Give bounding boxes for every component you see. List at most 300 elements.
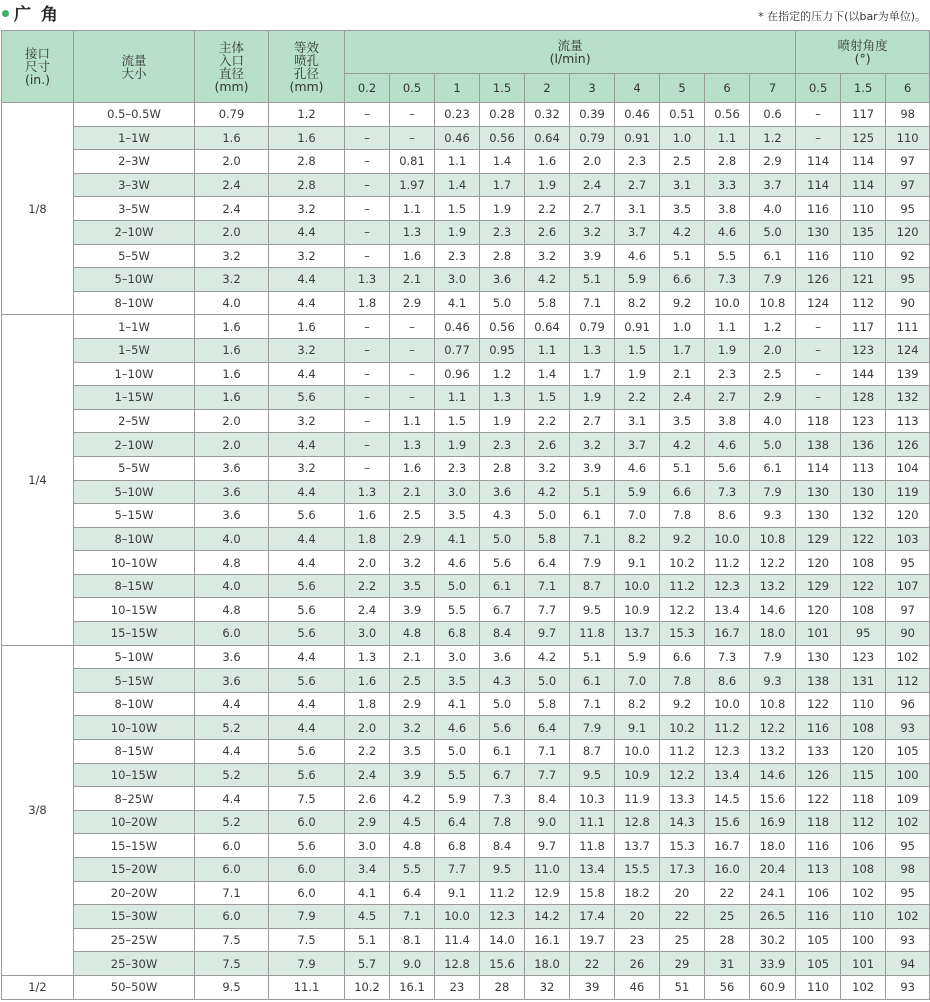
table-cell: –	[796, 362, 841, 386]
table-cell: 4.6	[435, 551, 480, 575]
table-cell: 6.7	[480, 763, 525, 787]
table-cell: 4.4	[269, 645, 345, 669]
table-cell: 1.2	[750, 315, 796, 339]
capacity-size-cell: 8–10W	[74, 291, 195, 315]
table-cell: 5.8	[525, 692, 570, 716]
table-cell: 95	[886, 551, 930, 575]
table-cell: 10.2	[660, 551, 705, 575]
table-cell: 90	[886, 622, 930, 646]
table-cell: 130	[796, 645, 841, 669]
table-cell: 114	[796, 456, 841, 480]
table-cell: 2.8	[480, 456, 525, 480]
flow-pressure-header: 3	[570, 74, 615, 103]
table-cell: 9.1	[435, 881, 480, 905]
table-cell: 106	[796, 881, 841, 905]
table-cell: 14.6	[750, 763, 796, 787]
table-cell: 5.0	[750, 433, 796, 457]
table-cell: –	[390, 362, 435, 386]
table-cell: 5.9	[615, 645, 660, 669]
table-row	[2, 480, 930, 504]
table-cell: 3.2	[525, 456, 570, 480]
table-cell: 2.7	[570, 409, 615, 433]
table-cell: 1.7	[480, 173, 525, 197]
table-cell: 2.9	[390, 692, 435, 716]
table-cell: 5.6	[269, 834, 345, 858]
table-cell: 0.79	[195, 103, 269, 127]
capacity-size-cell: 10–15W	[74, 763, 195, 787]
table-cell: 3.6	[195, 504, 269, 528]
table-cell: 109	[886, 787, 930, 811]
table-cell: 3.6	[195, 669, 269, 693]
table-cell: 0.64	[525, 315, 570, 339]
table-cell: 116	[796, 905, 841, 929]
table-cell: 113	[886, 409, 930, 433]
table-cell: 92	[886, 244, 930, 268]
table-cell: 2.1	[390, 268, 435, 292]
table-cell: 113	[841, 456, 886, 480]
table-row	[2, 928, 930, 952]
table-cell: 2.7	[615, 173, 660, 197]
table-cell: 8.4	[480, 834, 525, 858]
table-cell: 9.5	[570, 763, 615, 787]
table-cell: 1.7	[660, 338, 705, 362]
table-cell: 2.2	[345, 740, 390, 764]
table-cell: 3.7	[615, 433, 660, 457]
col-group-flow: 流量 (l/min)	[345, 31, 796, 74]
capacity-size-cell: 5–15W	[74, 504, 195, 528]
table-cell: 2.8	[269, 150, 345, 174]
table-cell: 122	[796, 692, 841, 716]
table-cell: 7.9	[750, 480, 796, 504]
table-cell: 3.2	[525, 244, 570, 268]
table-row	[2, 858, 930, 882]
table-cell: 120	[796, 551, 841, 575]
table-cell: 120	[796, 598, 841, 622]
table-cell: 0.51	[660, 103, 705, 127]
table-row	[2, 787, 930, 811]
table-cell: 10.0	[615, 740, 660, 764]
table-cell: 4.4	[269, 480, 345, 504]
table-cell: 4.4	[195, 740, 269, 764]
table-cell: 5.7	[345, 952, 390, 976]
table-row	[2, 386, 930, 410]
table-cell: 107	[886, 574, 930, 598]
table-cell: 112	[841, 810, 886, 834]
capacity-size-cell: 2–5W	[74, 409, 195, 433]
table-cell: 0.46	[435, 126, 480, 150]
table-cell: 3.2	[390, 716, 435, 740]
table-cell: 4.4	[269, 551, 345, 575]
table-cell: 2.4	[345, 598, 390, 622]
table-row	[2, 409, 930, 433]
table-cell: –	[345, 362, 390, 386]
table-cell: 17.4	[570, 905, 615, 929]
table-cell: 5.9	[615, 480, 660, 504]
table-cell: 3.6	[480, 268, 525, 292]
flow-pressure-header: 5	[660, 74, 705, 103]
table-cell: 3.5	[660, 409, 705, 433]
table-cell: 4.8	[195, 598, 269, 622]
table-cell: 95	[886, 197, 930, 221]
table-cell: 30.2	[750, 928, 796, 952]
table-cell: 6.8	[435, 834, 480, 858]
table-cell: 1.6	[195, 338, 269, 362]
table-cell: 0.23	[435, 103, 480, 127]
table-cell: 7.7	[525, 598, 570, 622]
table-cell: 7.8	[480, 810, 525, 834]
table-cell: 136	[841, 433, 886, 457]
table-cell: 98	[886, 858, 930, 882]
table-cell: 56	[705, 975, 750, 999]
table-cell: 6.1	[480, 740, 525, 764]
table-cell: 11.1	[269, 975, 345, 999]
table-cell: 3.0	[435, 645, 480, 669]
table-cell: 3.2	[570, 220, 615, 244]
table-cell: 1.8	[345, 692, 390, 716]
table-cell: –	[390, 386, 435, 410]
table-cell: 32	[525, 975, 570, 999]
table-cell: 116	[796, 834, 841, 858]
table-cell: 20	[615, 905, 660, 929]
table-cell: 7.9	[570, 551, 615, 575]
table-cell: 12.2	[660, 598, 705, 622]
table-cell: 10.8	[750, 692, 796, 716]
table-cell: 3.2	[195, 268, 269, 292]
table-cell: 4.3	[480, 504, 525, 528]
table-cell: 1.9	[480, 197, 525, 221]
table-cell: 5.1	[660, 456, 705, 480]
table-cell: 125	[841, 126, 886, 150]
capacity-size-cell: 15–15W	[74, 622, 195, 646]
table-cell: 29	[660, 952, 705, 976]
table-cell: 8.4	[480, 622, 525, 646]
capacity-size-cell: 15–15W	[74, 834, 195, 858]
table-cell: 3.1	[615, 409, 660, 433]
table-cell: 1.8	[345, 527, 390, 551]
table-cell: 8.6	[705, 669, 750, 693]
table-cell: 7.8	[660, 504, 705, 528]
table-cell: 4.8	[390, 622, 435, 646]
table-cell: 5.1	[570, 480, 615, 504]
table-cell: 95	[886, 268, 930, 292]
table-cell: 138	[796, 433, 841, 457]
table-cell: 114	[841, 173, 886, 197]
table-cell: 10.3	[570, 787, 615, 811]
table-cell: 5.2	[195, 810, 269, 834]
table-cell: 2.9	[345, 810, 390, 834]
table-cell: 1.9	[705, 338, 750, 362]
table-row	[2, 834, 930, 858]
capacity-size-cell: 25–25W	[74, 928, 195, 952]
flow-pressure-header: 7	[750, 74, 796, 103]
table-cell: 94	[886, 952, 930, 976]
table-cell: 7.3	[705, 268, 750, 292]
table-header	[2, 31, 930, 103]
table-cell: 102	[886, 810, 930, 834]
table-cell: 102	[841, 975, 886, 999]
table-cell: 6.4	[525, 551, 570, 575]
table-cell: 114	[796, 173, 841, 197]
table-cell: 103	[886, 527, 930, 551]
table-cell: 138	[796, 669, 841, 693]
col-inlet-diameter: 主体 入口 直径 (mm)	[195, 31, 269, 103]
capacity-size-cell: 10–15W	[74, 598, 195, 622]
table-cell: 13.3	[660, 787, 705, 811]
table-cell: 2.4	[195, 173, 269, 197]
bullet-icon	[2, 10, 9, 17]
table-cell: 11.8	[570, 622, 615, 646]
port-size-cell: 1/4	[2, 315, 74, 645]
table-cell: 7.1	[195, 881, 269, 905]
table-cell: 26.5	[750, 905, 796, 929]
table-cell: 1.6	[195, 386, 269, 410]
table-cell: 3.8	[705, 409, 750, 433]
table-cell: 3.9	[570, 456, 615, 480]
table-cell: 1.6	[269, 126, 345, 150]
table-cell: 4.3	[480, 669, 525, 693]
table-cell: 130	[796, 504, 841, 528]
table-cell: 5.6	[269, 598, 345, 622]
capacity-size-cell: 15–30W	[74, 905, 195, 929]
table-cell: 8.1	[390, 928, 435, 952]
table-cell: 5.6	[269, 740, 345, 764]
table-cell: 8.7	[570, 574, 615, 598]
table-cell: –	[345, 103, 390, 127]
table-cell: 5.2	[195, 763, 269, 787]
table-cell: 4.4	[269, 291, 345, 315]
table-cell: 0.91	[615, 126, 660, 150]
table-cell: 9.5	[195, 975, 269, 999]
table-cell: 24.1	[750, 881, 796, 905]
table-row	[2, 551, 930, 575]
table-cell: 0.46	[435, 315, 480, 339]
table-cell: 12.2	[750, 551, 796, 575]
col-group-angle: 喷射角度 (°)	[796, 31, 930, 74]
table-cell: 2.0	[345, 716, 390, 740]
table-cell: 5.1	[660, 244, 705, 268]
table-cell: 13.7	[615, 622, 660, 646]
table-cell: 10.2	[660, 716, 705, 740]
table-cell: 130	[796, 480, 841, 504]
table-cell: 7.1	[570, 291, 615, 315]
angle-pressure-header: 1.5	[841, 74, 886, 103]
table-cell: 5.5	[705, 244, 750, 268]
table-row	[2, 197, 930, 221]
capacity-size-cell: 10–10W	[74, 716, 195, 740]
table-cell: 6.6	[660, 480, 705, 504]
table-cell: 51	[660, 975, 705, 999]
table-cell: –	[345, 173, 390, 197]
table-cell: 9.5	[480, 858, 525, 882]
table-cell: 3.2	[390, 551, 435, 575]
table-cell: 98	[886, 103, 930, 127]
table-cell: 0.79	[570, 126, 615, 150]
table-cell: 7.9	[269, 905, 345, 929]
table-cell: 1.8	[345, 291, 390, 315]
table-cell: 2.8	[705, 150, 750, 174]
table-cell: 1.6	[525, 150, 570, 174]
table-cell: 1.5	[525, 386, 570, 410]
table-cell: 3.0	[345, 834, 390, 858]
table-cell: 100	[841, 928, 886, 952]
table-cell: 8.4	[525, 787, 570, 811]
table-cell: 118	[841, 787, 886, 811]
table-cell: 4.8	[195, 551, 269, 575]
table-cell: 126	[796, 763, 841, 787]
table-cell: 93	[886, 716, 930, 740]
table-cell: 3.6	[480, 645, 525, 669]
table-cell: 1.3	[345, 268, 390, 292]
table-cell: 20.4	[750, 858, 796, 882]
table-cell: 114	[796, 150, 841, 174]
table-cell: 105	[886, 740, 930, 764]
table-cell: 10.0	[615, 574, 660, 598]
table-cell: 2.5	[390, 669, 435, 693]
table-row	[2, 622, 930, 646]
angle-pressure-header: 0.5	[796, 74, 841, 103]
table-cell: 7.1	[525, 574, 570, 598]
table-cell: 2.4	[195, 197, 269, 221]
table-cell: 97	[886, 173, 930, 197]
table-cell: 4.0	[750, 197, 796, 221]
flow-pressure-header: 1	[435, 74, 480, 103]
table-cell: 9.7	[525, 834, 570, 858]
table-cell: 1.5	[615, 338, 660, 362]
table-cell: 4.6	[705, 220, 750, 244]
table-cell: 116	[796, 716, 841, 740]
table-cell: 9.0	[525, 810, 570, 834]
table-cell: 123	[841, 338, 886, 362]
table-cell: 13.4	[705, 598, 750, 622]
table-cell: 4.5	[390, 810, 435, 834]
table-cell: 112	[886, 669, 930, 693]
table-cell: 3.0	[435, 480, 480, 504]
table-cell: 4.6	[615, 244, 660, 268]
table-cell: 1.3	[345, 480, 390, 504]
table-cell: 5.6	[269, 574, 345, 598]
table-cell: 2.0	[345, 551, 390, 575]
table-cell: 6.1	[750, 456, 796, 480]
table-row	[2, 315, 930, 339]
table-cell: 4.1	[435, 692, 480, 716]
port-size-cell: 3/8	[2, 645, 74, 975]
table-cell: 6.0	[269, 858, 345, 882]
table-cell: 5.1	[570, 268, 615, 292]
table-cell: 116	[796, 197, 841, 221]
table-cell: 90	[886, 291, 930, 315]
table-cell: 1.3	[390, 433, 435, 457]
table-cell: –	[390, 315, 435, 339]
table-cell: 7.1	[525, 740, 570, 764]
table-cell: –	[796, 338, 841, 362]
capacity-size-cell: 1–1W	[74, 126, 195, 150]
table-cell: 2.7	[705, 386, 750, 410]
table-cell: 4.0	[750, 409, 796, 433]
table-cell: 133	[796, 740, 841, 764]
section-title	[2, 0, 60, 25]
table-cell: 7.0	[615, 669, 660, 693]
capacity-size-cell: 8–10W	[74, 527, 195, 551]
table-cell: 9.2	[660, 527, 705, 551]
table-cell: 2.0	[570, 150, 615, 174]
table-cell: –	[796, 315, 841, 339]
table-cell: 3.1	[615, 197, 660, 221]
table-cell: 5.1	[570, 645, 615, 669]
pressure-note: * 在指定的压力下(以bar为单位)。	[758, 10, 926, 23]
table-cell: –	[796, 103, 841, 127]
table-cell: 7.0	[615, 504, 660, 528]
table-cell: 1.1	[705, 315, 750, 339]
table-cell: 3.1	[660, 173, 705, 197]
section-title-text: 广 角	[14, 5, 60, 25]
table-cell: 5.9	[435, 787, 480, 811]
table-cell: 0.56	[480, 126, 525, 150]
table-cell: 19.7	[570, 928, 615, 952]
table-cell: 7.5	[269, 928, 345, 952]
table-cell: 2.6	[345, 787, 390, 811]
capacity-size-cell: 5–10W	[74, 480, 195, 504]
capacity-size-cell: 1–5W	[74, 338, 195, 362]
table-cell: –	[390, 126, 435, 150]
table-cell: 0.96	[435, 362, 480, 386]
table-cell: 118	[796, 810, 841, 834]
table-cell: –	[345, 220, 390, 244]
table-cell: 3.6	[195, 480, 269, 504]
table-cell: 23	[615, 928, 660, 952]
table-cell: 22	[660, 905, 705, 929]
table-cell: 6.6	[660, 268, 705, 292]
flow-pressure-header: 2	[525, 74, 570, 103]
table-cell: 122	[796, 787, 841, 811]
table-cell: 12.3	[705, 574, 750, 598]
table-cell: 4.6	[705, 433, 750, 457]
table-cell: 1.9	[480, 409, 525, 433]
table-cell: 3.7	[750, 173, 796, 197]
table-cell: 4.4	[269, 268, 345, 292]
table-row	[2, 645, 930, 669]
table-cell: 12.3	[480, 905, 525, 929]
table-cell: 17.3	[660, 858, 705, 882]
table-cell: 0.77	[435, 338, 480, 362]
table-cell: 132	[886, 386, 930, 410]
table-cell: 4.8	[390, 834, 435, 858]
spec-table	[1, 30, 930, 1000]
table-cell: 9.2	[660, 692, 705, 716]
table-cell: 3.6	[195, 645, 269, 669]
table-cell: 5.0	[435, 574, 480, 598]
flow-pressure-header: 1.5	[480, 74, 525, 103]
table-cell: 1.6	[269, 315, 345, 339]
table-cell: 7.1	[570, 692, 615, 716]
table-cell: 2.2	[525, 409, 570, 433]
table-cell: 119	[886, 480, 930, 504]
table-cell: 6.0	[269, 881, 345, 905]
table-cell: 1.1	[525, 338, 570, 362]
table-cell: 104	[886, 456, 930, 480]
table-cell: 14.5	[705, 787, 750, 811]
table-cell: 3.5	[390, 740, 435, 764]
table-cell: 10.2	[345, 975, 390, 999]
table-cell: 5.6	[269, 763, 345, 787]
table-cell: 118	[796, 409, 841, 433]
table-cell: 3.6	[195, 456, 269, 480]
table-cell: 6.4	[390, 881, 435, 905]
table-cell: –	[345, 456, 390, 480]
table-cell: –	[345, 433, 390, 457]
table-cell: 120	[886, 220, 930, 244]
table-cell: 1.9	[435, 433, 480, 457]
table-row	[2, 952, 930, 976]
